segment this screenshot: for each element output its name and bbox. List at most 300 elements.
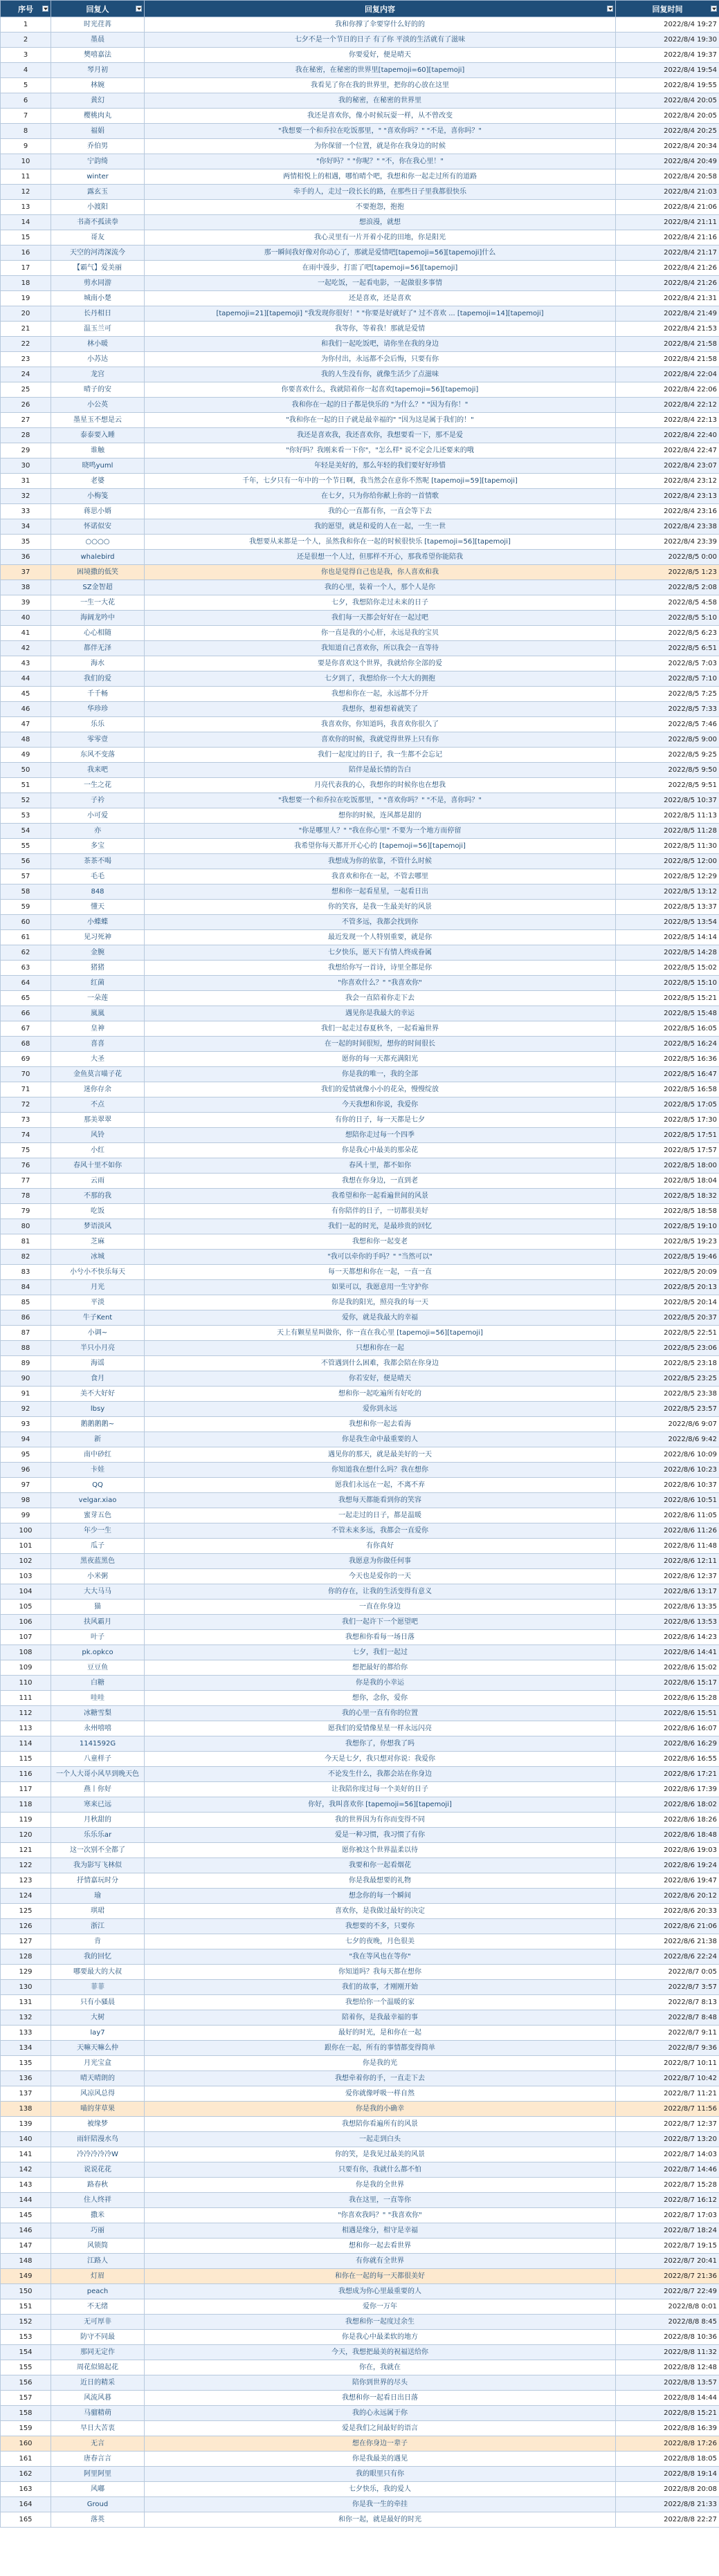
cell-time[interactable]: 2022/8/5 13:12	[616, 884, 719, 900]
cell-user[interactable]: 大树	[51, 2010, 145, 2026]
cell-index[interactable]: 1	[1, 17, 51, 33]
cell-content[interactable]: 最近发现一个人特别重要，就是你	[145, 930, 616, 945]
cell-index[interactable]: 115	[1, 1752, 51, 1767]
cell-content[interactable]: 只要有你，我就什么都不怕	[145, 2162, 616, 2178]
cell-index[interactable]: 138	[1, 2102, 51, 2117]
cell-content[interactable]: 不管未来多远，我都会一直爱你	[145, 1523, 616, 1539]
cell-index[interactable]: 40	[1, 611, 51, 626]
cell-time[interactable]: 2022/8/7 3:57	[616, 1980, 719, 1995]
cell-index[interactable]: 110	[1, 1676, 51, 1691]
cell-content[interactable]: 你是我的阳光，照亮我的每一天	[145, 1295, 616, 1310]
cell-user[interactable]: 不那的我	[51, 1189, 145, 1204]
cell-user[interactable]: 老婆	[51, 474, 145, 489]
cell-content[interactable]: 那一瞬间我好像对你动心了，那就是爱情吧[tapemoji=56][tapemoji]什么	[145, 245, 616, 261]
cell-content[interactable]: 我喜欢和你在一起，不管去哪里	[145, 869, 616, 884]
cell-time[interactable]: 2022/8/7 15:28	[616, 2178, 719, 2193]
cell-content[interactable]: 跟你在一起，所有的事情都变得简单	[145, 2041, 616, 2056]
cell-content[interactable]: 你要喜欢什么，我就陪着你一起喜欢[tapemoji=56][tapemoji]	[145, 382, 616, 398]
cell-content[interactable]: 今天也是爱你的一天	[145, 1569, 616, 1584]
cell-user[interactable]: 心心相随	[51, 626, 145, 641]
cell-content[interactable]: 有你的日子，每一天都是七夕	[145, 1113, 616, 1128]
cell-index[interactable]: 155	[1, 2360, 51, 2375]
cell-content[interactable]: 有你就有全世界	[145, 2254, 616, 2269]
cell-time[interactable]: 2022/8/7 11:56	[616, 2102, 719, 2117]
cell-index[interactable]: 23	[1, 352, 51, 367]
cell-user[interactable]: 华珍珍	[51, 702, 145, 717]
cell-time[interactable]: 2022/8/4 22:12	[616, 398, 719, 413]
cell-user[interactable]: 晓鸣yuml	[51, 458, 145, 474]
cell-content[interactable]: 我知道自己喜欢你，所以我会一直等待	[145, 641, 616, 656]
cell-index[interactable]: 141	[1, 2147, 51, 2162]
cell-time[interactable]: 2022/8/5 16:58	[616, 1082, 719, 1097]
cell-user[interactable]: 黑夜蓝黑色	[51, 1554, 145, 1569]
cell-time[interactable]: 2022/8/5 4:58	[616, 595, 719, 611]
cell-time[interactable]: 2022/8/8 21:33	[616, 2497, 719, 2512]
cell-user[interactable]: ○○○○	[51, 535, 145, 550]
cell-user[interactable]: 海水	[51, 656, 145, 671]
cell-time[interactable]: 2022/8/7 18:24	[616, 2223, 719, 2239]
cell-time[interactable]: 2022/8/4 20:58	[616, 169, 719, 185]
cell-index[interactable]: 87	[1, 1326, 51, 1341]
cell-time[interactable]: 2022/8/5 15:21	[616, 991, 719, 1006]
cell-index[interactable]: 107	[1, 1630, 51, 1645]
cell-user[interactable]: 芝麻	[51, 1234, 145, 1250]
cell-time[interactable]: 2022/8/6 18:02	[616, 1797, 719, 1813]
cell-user[interactable]: 谁触	[51, 443, 145, 458]
cell-user[interactable]: 剪水同游	[51, 276, 145, 291]
cell-user[interactable]: 落英	[51, 2512, 145, 2528]
cell-time[interactable]: 2022/8/7 22:49	[616, 2284, 719, 2299]
cell-user[interactable]: 晴子的安	[51, 382, 145, 398]
cell-user[interactable]: 卡娃	[51, 1463, 145, 1478]
cell-content[interactable]: 我们一起度过的日子，我一生都不会忘记	[145, 748, 616, 763]
cell-time[interactable]: 2022/8/5 19:10	[616, 1219, 719, 1234]
cell-user[interactable]: 小蝶蝶	[51, 915, 145, 930]
cell-content[interactable]: 我看见了你在我的世界里，把你的心放在这里	[145, 78, 616, 93]
cell-index[interactable]: 72	[1, 1097, 51, 1113]
cell-index[interactable]: 60	[1, 915, 51, 930]
cell-content[interactable]: 你要爱好，便是晴天	[145, 48, 616, 63]
cell-index[interactable]: 120	[1, 1828, 51, 1843]
cell-time[interactable]: 2022/8/4 21:53	[616, 322, 719, 337]
cell-index[interactable]: 5	[1, 78, 51, 93]
cell-index[interactable]: 13	[1, 200, 51, 215]
cell-index[interactable]: 130	[1, 1980, 51, 1995]
cell-content[interactable]: 我的秘密，在秘密的世界里	[145, 93, 616, 109]
cell-user[interactable]: 我们的爱	[51, 671, 145, 687]
cell-content[interactable]: 我希望和你一起看遍世间的风景	[145, 1189, 616, 1204]
cell-user[interactable]: 皇神	[51, 1021, 145, 1037]
cell-content[interactable]: "我想要一个和乔拉在吃饭那里，" "喜欢你吗？" "不是，喜你吗？"	[145, 124, 616, 139]
cell-content[interactable]: 七夕，我们一起过	[145, 1645, 616, 1660]
cell-content[interactable]: 今天，我想把最美的祝福送给你	[145, 2345, 616, 2360]
cell-user[interactable]: 路春秋	[51, 2178, 145, 2193]
header-content[interactable]	[145, 1, 616, 17]
cell-time[interactable]: 2022/8/4 21:26	[616, 261, 719, 276]
cell-index[interactable]: 66	[1, 1006, 51, 1021]
cell-time[interactable]: 2022/8/4 20:05	[616, 93, 719, 109]
cell-user[interactable]: 【霸气】爱美丽	[51, 261, 145, 276]
cell-content[interactable]: 我的世界因为有你而变得不同	[145, 1813, 616, 1828]
cell-index[interactable]: 16	[1, 245, 51, 261]
cell-user[interactable]: 书斋不孤读拳	[51, 215, 145, 230]
cell-user[interactable]: 金鱼莫言喵子花	[51, 1067, 145, 1082]
cell-content[interactable]: 和你一起，就是最好的时光	[145, 2512, 616, 2528]
cell-content[interactable]: 七夕到了，我想给你一个大大的拥抱	[145, 671, 616, 687]
cell-user[interactable]: lay7	[51, 2026, 145, 2041]
cell-content[interactable]: 我希望你每天都开开心心的 [tapemoji=56][tapemoji]	[145, 839, 616, 854]
cell-user[interactable]: 马骝精萌	[51, 2406, 145, 2421]
cell-user[interactable]: 亦	[51, 824, 145, 839]
cell-index[interactable]: 31	[1, 474, 51, 489]
cell-time[interactable]: 2022/8/6 9:42	[616, 1432, 719, 1447]
cell-content[interactable]: 七夕的夜晚，月色很美	[145, 1934, 616, 1949]
cell-index[interactable]: 17	[1, 261, 51, 276]
cell-time[interactable]: 2022/8/4 21:49	[616, 306, 719, 322]
cell-index[interactable]: 165	[1, 2512, 51, 2528]
cell-time[interactable]: 2022/8/5 14:28	[616, 945, 719, 961]
cell-content[interactable]: 我想给你写一首诗，诗里全都是你	[145, 961, 616, 976]
cell-time[interactable]: 2022/8/6 21:06	[616, 1919, 719, 1934]
cell-time[interactable]: 2022/8/6 18:26	[616, 1813, 719, 1828]
cell-index[interactable]: 82	[1, 1250, 51, 1265]
cell-index[interactable]: 53	[1, 808, 51, 824]
cell-index[interactable]: 119	[1, 1813, 51, 1828]
cell-content[interactable]: 你是我最想要的礼物	[145, 1873, 616, 1889]
cell-index[interactable]: 133	[1, 2026, 51, 2041]
cell-content[interactable]: 相遇是缘分，相守是幸福	[145, 2223, 616, 2239]
cell-index[interactable]: 34	[1, 519, 51, 535]
cell-content[interactable]: 我想牵着你的手，一直走下去	[145, 2071, 616, 2086]
cell-time[interactable]: 2022/8/4 19:55	[616, 78, 719, 93]
cell-time[interactable]: 2022/8/5 23:18	[616, 1356, 719, 1371]
cell-index[interactable]: 149	[1, 2269, 51, 2284]
cell-time[interactable]: 2022/8/4 19:54	[616, 63, 719, 78]
cell-index[interactable]: 21	[1, 322, 51, 337]
cell-content[interactable]: 还是喜欢，还是喜欢	[145, 291, 616, 306]
cell-index[interactable]: 129	[1, 1965, 51, 1980]
filter-dropdown-icon[interactable]	[136, 6, 142, 12]
cell-content[interactable]: 不管多远，我都会找到你	[145, 915, 616, 930]
cell-content[interactable]: 我们的爱情就像小小的花朵，慢慢绽放	[145, 1082, 616, 1097]
cell-user[interactable]: 福娟	[51, 124, 145, 139]
cell-time[interactable]: 2022/8/5 23:25	[616, 1371, 719, 1387]
cell-content[interactable]: 两情相悦上的相遇，哪怕晴个吧，我想和你一起走过所有的道路	[145, 169, 616, 185]
cell-index[interactable]: 70	[1, 1067, 51, 1082]
cell-user[interactable]: winter	[51, 169, 145, 185]
cell-user[interactable]: 龙宫	[51, 367, 145, 382]
cell-time[interactable]: 2022/8/6 13:35	[616, 1600, 719, 1615]
cell-time[interactable]: 2022/8/5 17:51	[616, 1128, 719, 1143]
cell-index[interactable]: 3	[1, 48, 51, 63]
cell-index[interactable]: 15	[1, 230, 51, 245]
cell-content[interactable]: 在雨中漫步，打雷了吧[tapemoji=56][tapemoji]	[145, 261, 616, 276]
cell-index[interactable]: 19	[1, 291, 51, 306]
cell-user[interactable]: 琪珺	[51, 1904, 145, 1919]
cell-user[interactable]: 无言	[51, 2436, 145, 2452]
cell-time[interactable]: 2022/8/7 8:13	[616, 1995, 719, 2010]
cell-user[interactable]: 早日大苦衷	[51, 2421, 145, 2436]
cell-user[interactable]: 长丹相日	[51, 306, 145, 322]
cell-time[interactable]: 2022/8/6 17:39	[616, 1782, 719, 1797]
cell-index[interactable]: 35	[1, 535, 51, 550]
cell-content[interactable]: 春风十里，都不如你	[145, 1158, 616, 1174]
cell-content[interactable]: 愿你被这个世界温柔以待	[145, 1843, 616, 1858]
cell-user[interactable]: 近日的精采	[51, 2375, 145, 2391]
cell-content[interactable]: 你若安好，便是晴天	[145, 1371, 616, 1387]
cell-time[interactable]: 2022/8/4 21:11	[616, 215, 719, 230]
cell-index[interactable]: 4	[1, 63, 51, 78]
cell-content[interactable]: 你的笑，是我见过最美的风景	[145, 2147, 616, 2162]
cell-time[interactable]: 2022/8/8 13:57	[616, 2375, 719, 2391]
cell-content[interactable]: 遇见你是我最大的幸运	[145, 1006, 616, 1021]
cell-time[interactable]: 2022/8/6 11:05	[616, 1508, 719, 1523]
cell-index[interactable]: 162	[1, 2467, 51, 2482]
cell-time[interactable]: 2022/8/4 21:26	[616, 276, 719, 291]
cell-time[interactable]: 2022/8/4 23:38	[616, 519, 719, 535]
cell-time[interactable]: 2022/8/4 21:31	[616, 291, 719, 306]
cell-time[interactable]: 2022/8/4 23:07	[616, 458, 719, 474]
cell-content[interactable]: 一起走到白头	[145, 2132, 616, 2147]
cell-index[interactable]: 71	[1, 1082, 51, 1097]
cell-time[interactable]: 2022/8/5 1:23	[616, 565, 719, 580]
cell-index[interactable]: 65	[1, 991, 51, 1006]
cell-user[interactable]: 一朵莲	[51, 991, 145, 1006]
cell-content[interactable]: 我们的故事，才刚刚开始	[145, 1980, 616, 1995]
cell-content[interactable]: 我的心永远属于你	[145, 2406, 616, 2421]
cell-user[interactable]: 平淡	[51, 1295, 145, 1310]
cell-time[interactable]: 2022/8/5 13:54	[616, 915, 719, 930]
cell-user[interactable]: lbsy	[51, 1402, 145, 1417]
cell-user[interactable]: 小红	[51, 1143, 145, 1158]
cell-user[interactable]: 小梅笺	[51, 489, 145, 504]
cell-content[interactable]: "我想要一个和乔拉在吃饭那里，" "喜欢你吗？" "不是，喜你吗？"	[145, 793, 616, 808]
cell-user[interactable]: 半只小月亮	[51, 1341, 145, 1356]
cell-user[interactable]: 泰泰要入睡	[51, 428, 145, 443]
cell-index[interactable]: 33	[1, 504, 51, 519]
cell-index[interactable]: 54	[1, 824, 51, 839]
cell-index[interactable]: 94	[1, 1432, 51, 1447]
cell-content[interactable]: 一直在你身边	[145, 1600, 616, 1615]
cell-content[interactable]: 不要抱怨，抱抱	[145, 200, 616, 215]
cell-content[interactable]: 爱你到永远	[145, 1402, 616, 1417]
cell-index[interactable]: 108	[1, 1645, 51, 1660]
cell-time[interactable]: 2022/8/5 2:08	[616, 580, 719, 595]
cell-index[interactable]: 152	[1, 2315, 51, 2330]
cell-user[interactable]: 毛毛	[51, 869, 145, 884]
cell-time[interactable]: 2022/8/5 23:57	[616, 1402, 719, 1417]
cell-content[interactable]: 你是我的小幸运	[145, 1676, 616, 1691]
cell-time[interactable]: 2022/8/5 7:10	[616, 671, 719, 687]
cell-content[interactable]: 我的眼里只有你	[145, 2467, 616, 2482]
cell-content[interactable]: 爱是我们之间最好的语言	[145, 2421, 616, 2436]
cell-index[interactable]: 61	[1, 930, 51, 945]
cell-index[interactable]: 118	[1, 1797, 51, 1813]
cell-user[interactable]: 瓜子	[51, 1539, 145, 1554]
cell-time[interactable]: 2022/8/7 21:36	[616, 2269, 719, 2284]
cell-time[interactable]: 2022/8/5 10:37	[616, 793, 719, 808]
cell-user[interactable]: 那同无定作	[51, 2345, 145, 2360]
cell-content[interactable]: 喜欢你的时候，我就觉得世界上只有你	[145, 732, 616, 748]
cell-content[interactable]: 你好，我叫喜欢你 [tapemoji=56][tapemoji]	[145, 1797, 616, 1813]
cell-content[interactable]: 我们一起许下一个愿望吧	[145, 1615, 616, 1630]
cell-content[interactable]: 我们一起走过春夏秋冬，一起看遍世界	[145, 1021, 616, 1037]
cell-time[interactable]: 2022/8/4 21:06	[616, 200, 719, 215]
cell-time[interactable]: 2022/8/8 10:36	[616, 2330, 719, 2345]
cell-index[interactable]: 158	[1, 2406, 51, 2421]
cell-time[interactable]: 2022/8/4 19:37	[616, 48, 719, 63]
cell-index[interactable]: 127	[1, 1934, 51, 1949]
cell-time[interactable]: 2022/8/5 9:50	[616, 763, 719, 778]
cell-user[interactable]: 风凉风总得	[51, 2086, 145, 2102]
cell-user[interactable]: pk.opkco	[51, 1645, 145, 1660]
cell-index[interactable]: 122	[1, 1858, 51, 1873]
cell-user[interactable]: peach	[51, 2284, 145, 2299]
cell-time[interactable]: 2022/8/5 20:09	[616, 1265, 719, 1280]
cell-user[interactable]: 千千畅	[51, 687, 145, 702]
cell-content[interactable]: 愿我们的爱情像星星一样永远闪亮	[145, 1721, 616, 1736]
cell-content[interactable]: 想你的时候，连风都是甜的	[145, 808, 616, 824]
cell-index[interactable]: 6	[1, 93, 51, 109]
cell-content[interactable]: 让我陪你度过每一个美好的日子	[145, 1782, 616, 1797]
cell-index[interactable]: 12	[1, 185, 51, 200]
cell-content[interactable]: 你是我的唯一，我的全部	[145, 1067, 616, 1082]
cell-index[interactable]: 51	[1, 778, 51, 793]
cell-content[interactable]: 七夕不是一个节日的日子 有了你 平淡的生活就有了滋味	[145, 33, 616, 48]
cell-user[interactable]: 月光	[51, 1280, 145, 1295]
cell-content[interactable]: 只想和你在一起	[145, 1341, 616, 1356]
cell-time[interactable]: 2022/8/6 20:33	[616, 1904, 719, 1919]
cell-index[interactable]: 67	[1, 1021, 51, 1037]
cell-time[interactable]: 2022/8/7 14:46	[616, 2162, 719, 2178]
cell-time[interactable]: 2022/8/5 17:57	[616, 1143, 719, 1158]
cell-index[interactable]: 113	[1, 1721, 51, 1736]
cell-user[interactable]: 燕丨你好	[51, 1782, 145, 1797]
cell-content[interactable]: 爱你，就是我最大的幸福	[145, 1310, 616, 1326]
cell-user[interactable]: 哥友	[51, 230, 145, 245]
cell-index[interactable]: 10	[1, 154, 51, 169]
cell-index[interactable]: 48	[1, 732, 51, 748]
cell-user[interactable]: SZ金智超	[51, 580, 145, 595]
cell-content[interactable]: 我想成为你的依靠，不管什么时候	[145, 854, 616, 869]
cell-index[interactable]: 147	[1, 2239, 51, 2254]
cell-index[interactable]: 27	[1, 413, 51, 428]
cell-content[interactable]: 喜欢你，是我做过最好的决定	[145, 1904, 616, 1919]
cell-index[interactable]: 93	[1, 1417, 51, 1432]
cell-content[interactable]: 我想和你一起度过余生	[145, 2315, 616, 2330]
cell-time[interactable]: 2022/8/6 10:09	[616, 1447, 719, 1463]
cell-time[interactable]: 2022/8/7 20:41	[616, 2254, 719, 2269]
cell-content[interactable]: 爱你就像呼吸一样自然	[145, 2086, 616, 2102]
cell-time[interactable]: 2022/8/7 11:21	[616, 2086, 719, 2102]
cell-index[interactable]: 80	[1, 1219, 51, 1234]
cell-content[interactable]: 我会一直陪着你走下去	[145, 991, 616, 1006]
cell-content[interactable]: 我的愿望，就是和爱的人在一起，一生一世	[145, 519, 616, 535]
cell-time[interactable]: 2022/8/5 11:28	[616, 824, 719, 839]
cell-index[interactable]: 164	[1, 2497, 51, 2512]
cell-content[interactable]: 你是我心中最柔软的地方	[145, 2330, 616, 2345]
cell-content[interactable]: 我们一起的时光，是最珍贵的回忆	[145, 1219, 616, 1234]
cell-time[interactable]: 2022/8/7 0:05	[616, 1965, 719, 1980]
cell-content[interactable]: 每一天都想和你在一起，一直一直	[145, 1265, 616, 1280]
cell-user[interactable]: Groud	[51, 2497, 145, 2512]
cell-user[interactable]: 说说花花	[51, 2162, 145, 2178]
cell-user[interactable]: 大大马马	[51, 1584, 145, 1600]
cell-user[interactable]: 不无绪	[51, 2299, 145, 2315]
cell-user[interactable]: 雨轩陪漫水鸟	[51, 2132, 145, 2147]
cell-user[interactable]: 怀诺似安	[51, 519, 145, 535]
cell-content[interactable]: 我心灵里有一片开着小花的田地，你是阳光	[145, 230, 616, 245]
cell-index[interactable]: 74	[1, 1128, 51, 1143]
cell-user[interactable]: 白糖	[51, 1676, 145, 1691]
cell-content[interactable]: 七夕，我想陪你走过未来的日子	[145, 595, 616, 611]
cell-time[interactable]: 2022/8/6 13:17	[616, 1584, 719, 1600]
cell-time[interactable]: 2022/8/6 16:55	[616, 1752, 719, 1767]
cell-time[interactable]: 2022/8/6 18:48	[616, 1828, 719, 1843]
cell-content[interactable]: 要是你喜欢这个世界，我就给你全部的爱	[145, 656, 616, 671]
cell-index[interactable]: 151	[1, 2299, 51, 2315]
cell-index[interactable]: 36	[1, 550, 51, 565]
cell-user[interactable]: 巧丽	[51, 2223, 145, 2239]
cell-content[interactable]: 你知道吗？我每天都在想你	[145, 1965, 616, 1980]
cell-user[interactable]: 冷冷冷冷冷W	[51, 2147, 145, 2162]
cell-user[interactable]: 零零壹	[51, 732, 145, 748]
cell-content[interactable]: 你是我最美的遇见	[145, 2452, 616, 2467]
cell-user[interactable]: 风锁简	[51, 2239, 145, 2254]
cell-time[interactable]: 2022/8/6 11:48	[616, 1539, 719, 1554]
cell-time[interactable]: 2022/8/4 23:16	[616, 504, 719, 519]
cell-index[interactable]: 68	[1, 1037, 51, 1052]
cell-user[interactable]: 吃饭	[51, 1204, 145, 1219]
cell-user[interactable]: 我为影写飞林似	[51, 1858, 145, 1873]
cell-content[interactable]: 为你付出，永远都不会后悔，只要有你	[145, 352, 616, 367]
cell-time[interactable]: 2022/8/6 15:02	[616, 1660, 719, 1676]
cell-content[interactable]: 天上有颗星星叫做你，你一直在我心里 [tapemoji=56][tapemoji]	[145, 1326, 616, 1341]
cell-content[interactable]: 不管遇到什么困难，我都会陪在你身边	[145, 1356, 616, 1371]
cell-time[interactable]: 2022/8/4 20:49	[616, 154, 719, 169]
cell-index[interactable]: 57	[1, 869, 51, 884]
cell-user[interactable]: 一生一大花	[51, 595, 145, 611]
cell-index[interactable]: 106	[1, 1615, 51, 1630]
cell-content[interactable]: 你是我的小确幸	[145, 2102, 616, 2117]
cell-user[interactable]: 月光宝盒	[51, 2056, 145, 2071]
filter-dropdown-icon[interactable]	[42, 6, 48, 12]
cell-content[interactable]: 你是我心中最美的那朵花	[145, 1143, 616, 1158]
cell-content[interactable]: 我想和你一起变老	[145, 1234, 616, 1250]
cell-content[interactable]: 我和你在一起的日子都是快乐的 "为什么？" "因为有你！"	[145, 398, 616, 413]
cell-content[interactable]: 我和你撑了伞要穿什么好的的	[145, 17, 616, 33]
cell-user[interactable]: 墨星玉不想是云	[51, 413, 145, 428]
cell-content[interactable]: 你是我生命中最重要的人	[145, 1432, 616, 1447]
cell-index[interactable]: 116	[1, 1767, 51, 1782]
cell-content[interactable]: 你是我的全世界	[145, 2178, 616, 2193]
cell-time[interactable]: 2022/8/5 9:51	[616, 778, 719, 793]
cell-user[interactable]: 周花似锦起花	[51, 2360, 145, 2375]
cell-index[interactable]: 81	[1, 1234, 51, 1250]
cell-content[interactable]: 如果可以，我愿意用一生守护你	[145, 1280, 616, 1295]
cell-time[interactable]: 2022/8/5 20:37	[616, 1310, 719, 1326]
cell-time[interactable]: 2022/8/4 22:47	[616, 443, 719, 458]
cell-user[interactable]: 撒米	[51, 2208, 145, 2223]
cell-content[interactable]: 我想给你一个温暖的家	[145, 1995, 616, 2010]
cell-user[interactable]: 灯眉	[51, 2269, 145, 2284]
cell-time[interactable]: 2022/8/8 12:48	[616, 2360, 719, 2375]
cell-index[interactable]: 105	[1, 1600, 51, 1615]
cell-content[interactable]: 我想和你一起看日出日落	[145, 2391, 616, 2406]
cell-time[interactable]: 2022/8/8 17:26	[616, 2436, 719, 2452]
cell-user[interactable]: 云雨	[51, 1174, 145, 1189]
cell-time[interactable]: 2022/8/5 18:32	[616, 1189, 719, 1204]
